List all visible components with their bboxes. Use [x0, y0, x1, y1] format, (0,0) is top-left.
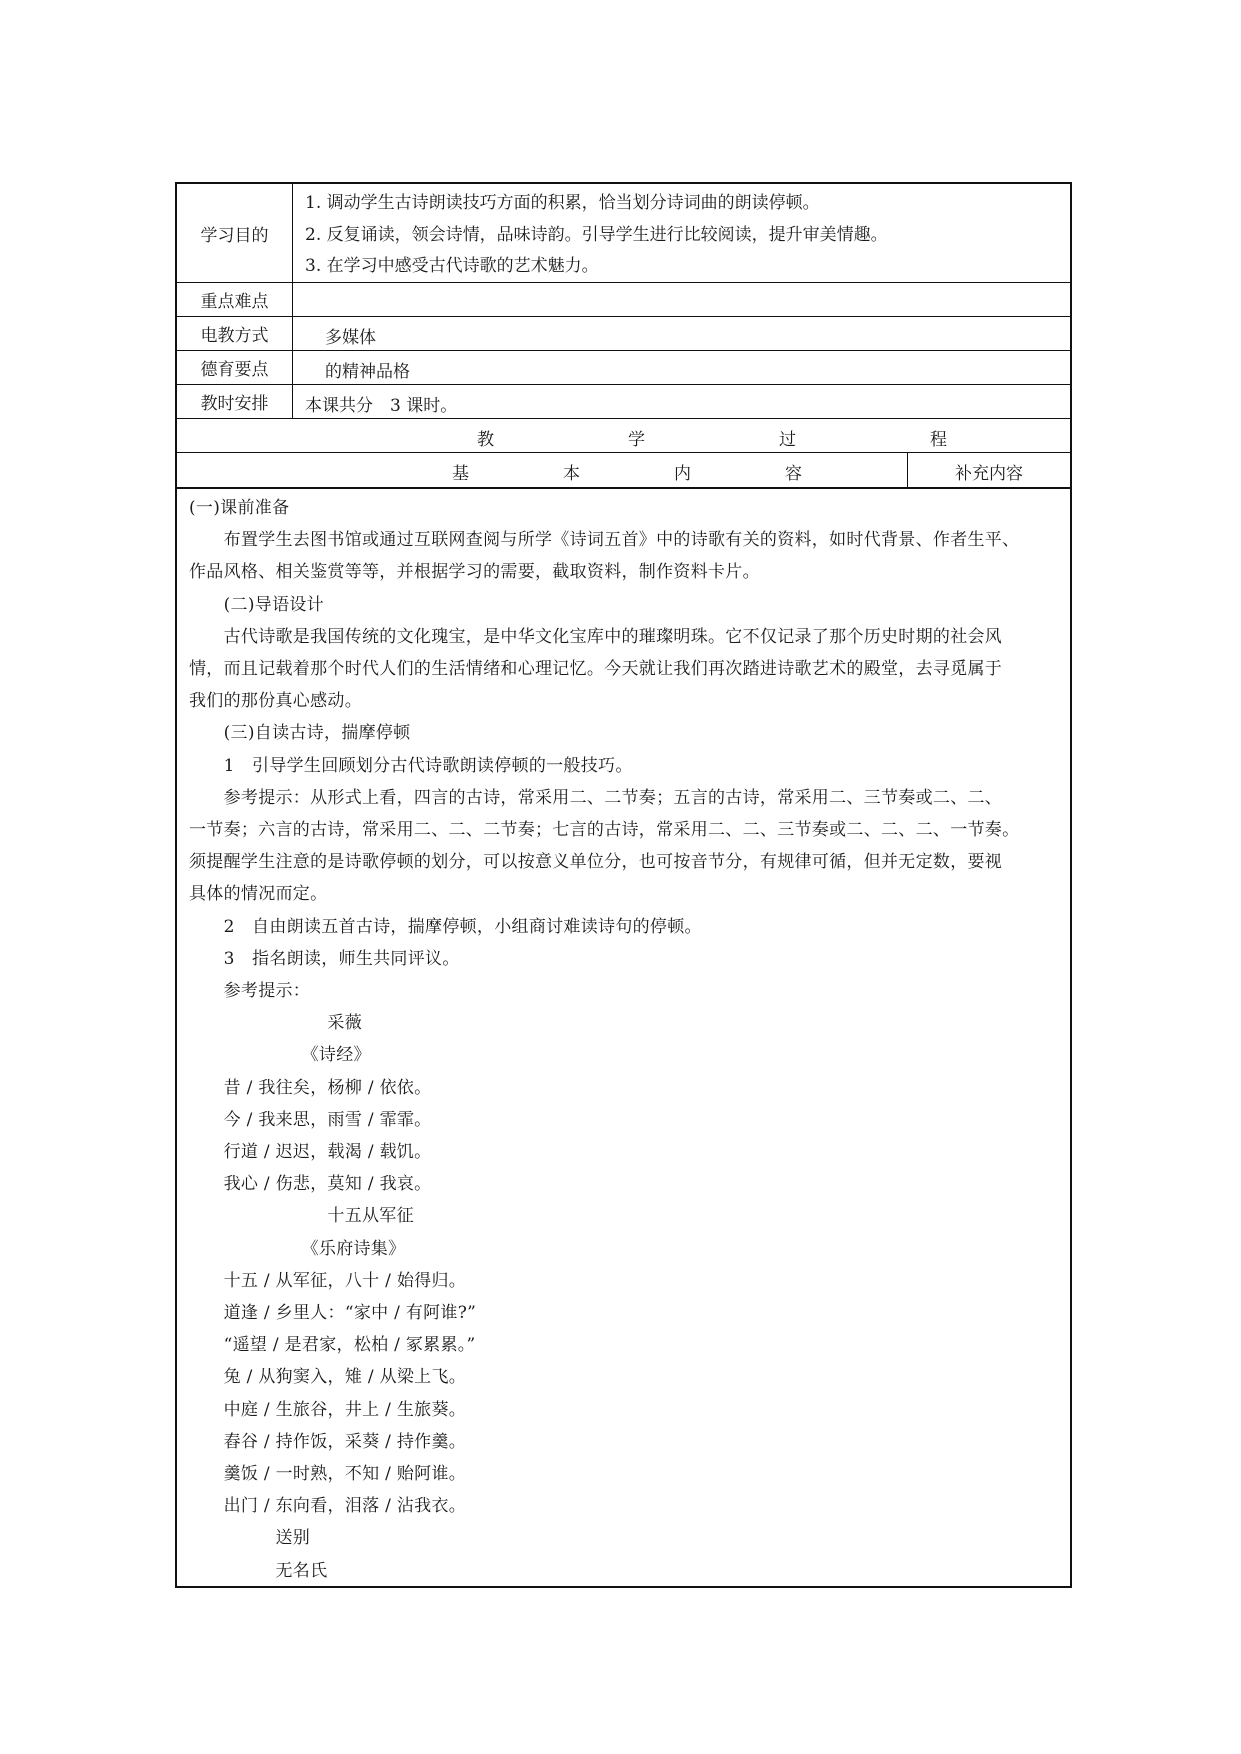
body-line: 《诗经》 — [189, 1045, 371, 1066]
row-schedule — [177, 385, 1070, 419]
body-line: 一节奏；六言的古诗，常采用二、二、二节奏；七言的古诗，常采用二、二、三节奏或二、二、二、一节奏。 — [189, 820, 1020, 840]
body-line: 昔 / 我往矣，杨柳 / 依依。 — [189, 1077, 432, 1098]
body-line: 羹饭 / 一时熟，不知 / 贻阿谁。 — [189, 1464, 467, 1484]
row-process-header — [177, 419, 1070, 453]
label-media: 电教方式 — [177, 317, 293, 350]
body-line: (一)课前准备 — [189, 498, 290, 518]
body-line: 道逢 / 乡里人：“家中 / 有阿谁?” — [189, 1303, 477, 1323]
body-line: 今 / 我来思，雨雪 / 霏霏。 — [189, 1109, 432, 1130]
body-line: 送别 — [189, 1528, 311, 1549]
label-moral: 德育要点 — [177, 351, 293, 384]
row-content-header — [177, 453, 1070, 489]
lesson-plan-table — [175, 182, 1072, 1588]
schedule-cell — [293, 385, 1070, 418]
label-schedule: 教时安排 — [177, 385, 293, 418]
body-line: 《乐府诗集》 — [189, 1238, 406, 1259]
lesson-body — [177, 489, 1070, 1586]
content-char-3: 内 — [674, 464, 691, 484]
body-line: 古代诗歌是我国传统的文化瑰宝，是中华文化宝库中的璀璨明珠。它不仅记录了那个历史时期的社会风 — [189, 626, 1003, 647]
objectives-cell — [293, 184, 1070, 282]
process-char-4: 程 — [930, 430, 947, 450]
process-char-2: 学 — [628, 430, 645, 450]
content-header-main — [452, 459, 802, 484]
body-line: 兔 / 从狗窦入，雉 / 从梁上飞。 — [189, 1367, 467, 1388]
row-moral — [177, 351, 1070, 385]
body-line: 出门 / 东向看，泪落 / 沾我衣。 — [189, 1496, 467, 1517]
label-objectives: 学习目的 — [177, 184, 293, 282]
body-line: 参考提示： — [189, 981, 311, 1001]
media-value: 多媒体 — [325, 328, 376, 348]
body-line: 参考提示：从形式上看，四言的古诗，常采用二、二节奏；五言的古诗，常采用二、三节奏或二、二、 — [189, 787, 1003, 808]
process-char-3: 过 — [779, 430, 796, 450]
key-points-cell — [293, 283, 1070, 316]
body-line: 我心 / 伤悲，莫知 / 我哀。 — [189, 1174, 432, 1195]
moral-value: 的精神品格 — [325, 362, 410, 382]
content-char-2: 本 — [563, 464, 580, 484]
content-char-1: 基 — [452, 464, 469, 484]
body-line: (二)导语设计 — [189, 594, 324, 615]
body-line: 行道 / 迟迟，载渴 / 载饥。 — [189, 1142, 432, 1162]
objective-item-1: 1. 调动学生古诗朗读技巧方面的积累，恰当划分诗词曲的朗读停顿。 — [305, 193, 820, 213]
moral-cell — [293, 351, 1070, 384]
row-media — [177, 317, 1070, 351]
row-objectives — [177, 184, 1070, 283]
body-line: 1 引导学生回顾划分古代诗歌朗读停顿的一般技巧。 — [189, 755, 633, 776]
label-key-points: 重点难点 — [177, 283, 293, 316]
process-header — [477, 425, 947, 450]
body-line: 具体的情况而定。 — [189, 884, 328, 905]
body-line: (三)自读古诗，揣摩停顿 — [189, 723, 411, 744]
body-line: 十五从军征 — [189, 1206, 414, 1227]
content-char-4: 容 — [785, 464, 802, 484]
body-line: “遥望 / 是君家，松柏 / 冢累累。” — [189, 1335, 476, 1356]
supplement-header: 补充内容 — [955, 464, 1023, 484]
body-line: 十五 / 从军征，八十 / 始得归。 — [189, 1270, 467, 1291]
body-line: 中庭 / 生旅谷，井上 / 生旅葵。 — [189, 1399, 467, 1420]
body-line: 采薇 — [189, 1013, 362, 1034]
media-cell — [293, 317, 1070, 350]
body-line: 我们的那份真心感动。 — [189, 691, 362, 712]
objective-item-2: 2. 反复诵读，领会诗情，品味诗韵。引导学生进行比较阅读，提升审美情趣。 — [305, 225, 888, 245]
body-line: 2 自由朗读五首古诗，揣摩停顿，小组商讨难读诗句的停顿。 — [189, 916, 702, 937]
body-line: 须提醒学生注意的是诗歌停顿的划分，可以按意义单位分，也可按音节分，有规律可循，但并无定数，要视 — [189, 852, 1003, 873]
process-char-1: 教 — [477, 430, 494, 450]
body-line: 情，而且记载着那个时代人们的生活情绪和心理记忆。今天就让我们再次踏进诗歌艺术的殿堂，去寻觅属于 — [189, 659, 1003, 679]
schedule-value: 本课共分 3 课时。 — [305, 396, 458, 416]
body-line: 无名氏 — [189, 1560, 328, 1581]
body-line: 舂谷 / 持作饭，采葵 / 持作羹。 — [189, 1431, 467, 1452]
objective-item-3: 3. 在学习中感受古代诗歌的艺术魅力。 — [305, 256, 599, 276]
row-key-points — [177, 283, 1070, 317]
body-line: 作品风格、相关鉴赏等等，并根据学习的需要，截取资料，制作资料卡片。 — [189, 562, 760, 583]
body-line: 3 指名朗读，师生共同评议。 — [189, 948, 460, 969]
body-line: 布置学生去图书馆或通过互联网查阅与所学《诗词五首》中的诗歌有关的资料，如时代背景、作者生平、 — [189, 530, 1020, 551]
